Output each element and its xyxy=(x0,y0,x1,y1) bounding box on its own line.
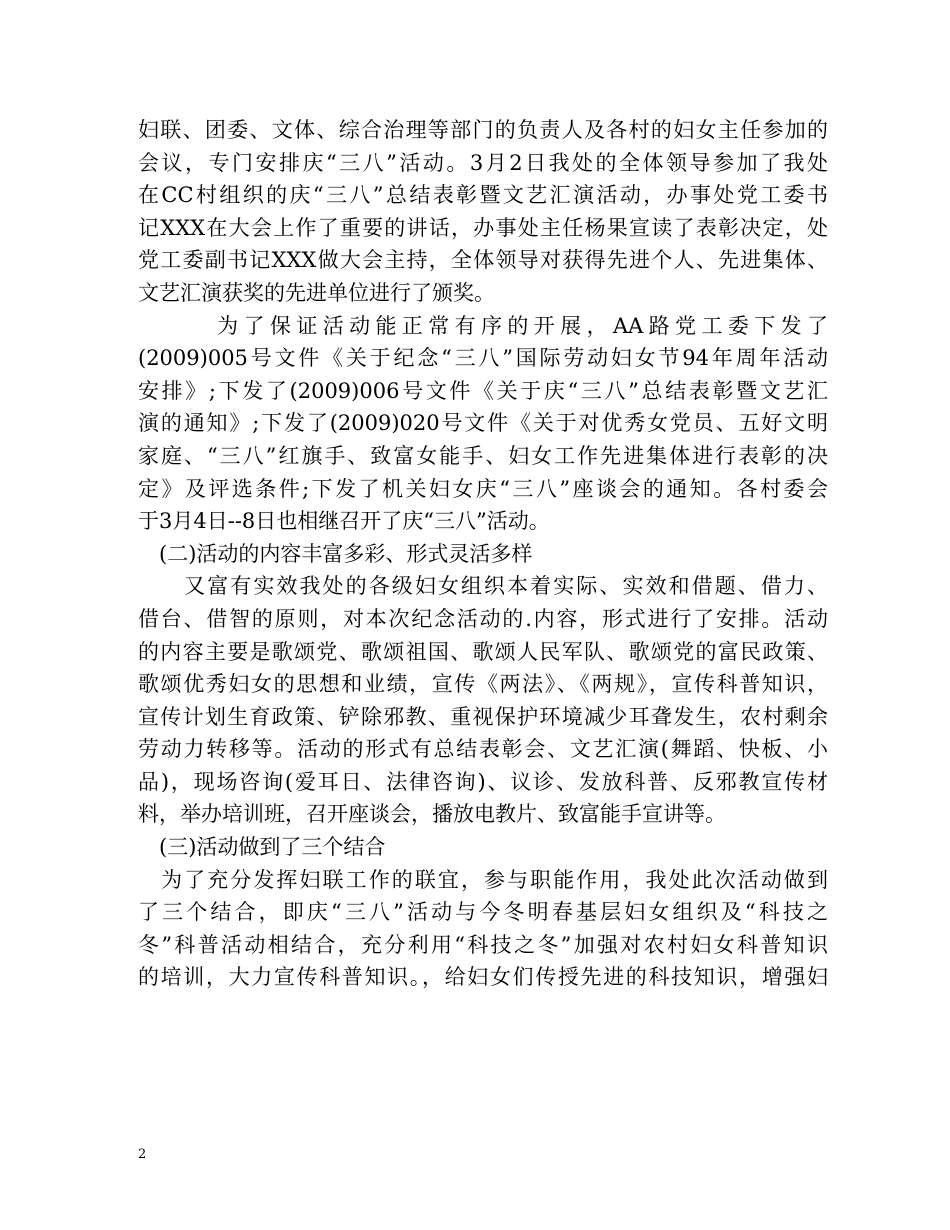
body-line: 歌颂优秀妇女的思想和业绩，宣传《两法》、《两规》，宣传科普知识， xyxy=(138,672,828,697)
body-line: 记XXX在大会上作了重要的讲话，办事处主任杨果宣读了表彰决定，处 xyxy=(138,215,828,240)
body-line: 定》及评选条件;下发了机关妇女庆“三八”座谈会的通知。各村委会 xyxy=(138,476,828,501)
document-body xyxy=(138,114,828,994)
body-line: 党工委副书记XXX做大会主持，全体领导对获得先进个人、先进集体、 xyxy=(138,248,828,273)
body-line: (2009)005号文件《关于纪念“三八”国际劳动妇女节94年周年活动 xyxy=(138,346,828,371)
body-line: 又富有实效我处的各级妇女组织本着实际、实效和借题、借力、 xyxy=(138,574,828,599)
body-line: 演的通知》;下发了(2009)020号文件《关于对优秀女党员、五好文明 xyxy=(138,411,828,436)
body-line: 家庭、“三八”红旗手、致富女能手、妇女工作先进集体进行表彰的决 xyxy=(138,443,828,468)
body-line: 宣传计划生育政策、铲除邪教、重视保护环境减少耳聋发生，农村剩余 xyxy=(138,704,828,729)
body-line: 文艺汇演获奖的先进单位进行了颁奖。 xyxy=(138,280,495,305)
body-line: 借台、借智的原则，对本次纪念活动的.内容，形式进行了安排。活动 xyxy=(138,606,828,631)
body-line: 会议，专门安排庆“三八”活动。3月2日我处的全体领导参加了我处 xyxy=(138,150,828,175)
body-line: 劳动力转移等。活动的形式有总结表彰会、文艺汇演(舞蹈、快板、小 xyxy=(138,737,828,762)
body-line: 料，举办培训班，召开座谈会，播放电教片、致富能手宣讲等。 xyxy=(138,802,726,827)
body-line: 为了充分发挥妇联工作的联宜，参与职能作用，我处此次活动做到 xyxy=(138,867,828,892)
body-line: 冬”科普活动相结合，充分利用“科技之冬”加强对农村妇女科普知识 xyxy=(138,932,828,957)
body-line: 品)，现场咨询(爱耳日、法律咨询)、议诊、发放科普、反邪教宣传材 xyxy=(138,769,828,794)
body-line: 了三个结合，即庆“三八”活动与今冬明春基层妇女组织及“科技之 xyxy=(138,900,828,925)
body-line: 的培训，大力宣传科普知识。，给妇女们传授先进的科技知识，增强妇 xyxy=(138,965,828,990)
body-line: 为了保证活动能正常有序的开展，AA路党工委下发了 xyxy=(138,313,828,338)
body-line: 的内容主要是歌颂党、歌颂祖国、歌颂人民军队、歌颂党的富民政策、 xyxy=(138,639,828,664)
body-line: 于3月4日--8日也相继召开了庆“三八”活动。 xyxy=(138,509,550,534)
body-line: 在CC村组织的庆“三八”总结表彰暨文艺汇演活动，办事处党工委书 xyxy=(138,183,828,208)
body-line: 妇联、团委、文体、综合治理等部门的负责人及各村的妇女主任参加的 xyxy=(138,118,828,142)
body-line: 安排》;下发了(2009)006号文件《关于庆“三八”总结表彰暨文艺汇 xyxy=(138,378,828,403)
page-number: 2 xyxy=(138,1147,147,1162)
section-heading: (二)活动的内容丰富多彩、形式灵活多样 xyxy=(138,541,533,566)
section-heading: (三)活动做到了三个结合 xyxy=(138,835,386,860)
